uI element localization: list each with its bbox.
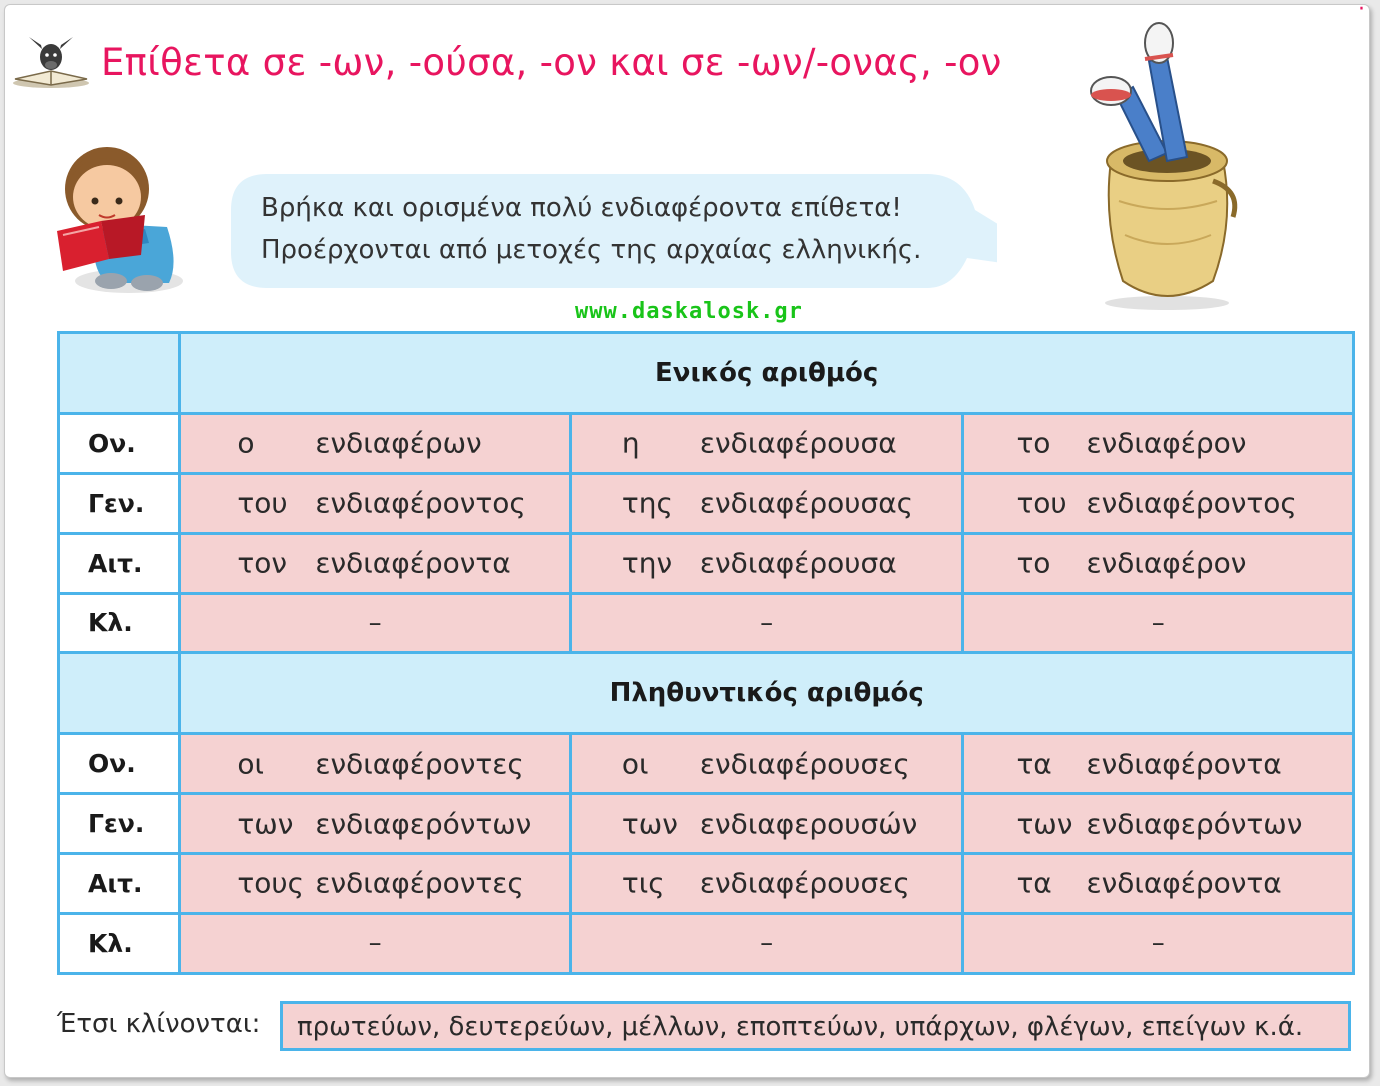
table-row (59, 913, 1354, 973)
adjective-form: ενδιαφέροντες (315, 866, 524, 900)
header-empty-cell (59, 333, 180, 414)
article: τις (621, 866, 665, 900)
adjective-form: ενδιαφέροντα (1086, 747, 1282, 781)
feminine-cell (570, 734, 963, 794)
speech-line-2: Προέρχονται από μετοχές της αρχαίας ελληνικής. (261, 235, 922, 265)
article: οι (237, 747, 264, 781)
neuter-cell (963, 473, 1354, 533)
article: τους (237, 866, 305, 900)
feminine-empty-dash: – (570, 913, 963, 973)
article: τα (1016, 866, 1052, 900)
adjective-form: ενδιαφέρων (315, 426, 482, 460)
case-label: Γεν. (59, 794, 180, 854)
case-label: Ον. (59, 734, 180, 794)
feminine-cell (570, 413, 963, 473)
article: της (621, 486, 673, 520)
donkey-reading-book-icon (11, 31, 91, 89)
neuter-empty-dash: – (963, 593, 1354, 653)
feminine-cell (570, 473, 963, 533)
article: τον (237, 546, 288, 580)
masculine-cell (180, 533, 571, 593)
legs-in-jar-illustration (1063, 21, 1263, 311)
table-row (59, 473, 1354, 533)
table-row (59, 593, 1354, 653)
boy-reading-illustration (49, 123, 189, 301)
adjective-form: ενδιαφέρουσα (699, 426, 897, 460)
article: τα (1016, 747, 1052, 781)
adjective-form: ενδιαφέροντες (315, 747, 524, 781)
adjective-form: ενδιαφερόντων (315, 807, 532, 841)
adjective-form: ενδιαφέρον (1086, 546, 1247, 580)
table-row (59, 794, 1354, 854)
adjective-form: ενδιαφέρουσα (699, 546, 897, 580)
neuter-empty-dash: – (963, 913, 1354, 973)
case-label: Αιτ. (59, 854, 180, 914)
worksheet-frame (4, 4, 1370, 1078)
table-row (59, 413, 1354, 473)
table-row (59, 854, 1354, 914)
speech-line-1: Βρήκα και ορισμένα πολύ ενδιαφέροντα επίθετα! (261, 193, 902, 223)
table-row (59, 533, 1354, 593)
website-watermark[interactable]: www.daskalosk.gr (575, 299, 803, 324)
adjective-form: ενδιαφερουσών (699, 807, 918, 841)
table-row (59, 734, 1354, 794)
article: των (1016, 807, 1073, 841)
declension-table (57, 331, 1355, 975)
article: την (621, 546, 673, 580)
neuter-cell (963, 533, 1354, 593)
article: οι (621, 747, 649, 781)
article: των (237, 807, 294, 841)
adjective-form: ενδιαφέρον (1086, 426, 1247, 460)
page-title: Επίθετα σε -ων, -ούσα, -ον και σε -ων/-ονας, -ον (101, 41, 1002, 84)
plural-header-row (59, 653, 1354, 734)
article: ο (237, 426, 255, 460)
masculine-empty-dash: – (180, 593, 571, 653)
masculine-cell (180, 854, 571, 914)
plural-heading: Πληθυντικός αριθμός (180, 653, 1354, 734)
case-label: Αιτ. (59, 533, 180, 593)
adjective-form: ενδιαφέροντα (315, 546, 511, 580)
corner-mark: · (1358, 4, 1365, 22)
feminine-cell (570, 533, 963, 593)
case-label: Ον. (59, 413, 180, 473)
adjective-form: ενδιαφέρουσες (699, 747, 910, 781)
adjective-form: ενδιαφέροντα (1086, 866, 1282, 900)
case-label: Κλ. (59, 593, 180, 653)
header-empty-cell (59, 653, 180, 734)
singular-heading: Ενικός αριθμός (180, 333, 1354, 414)
footer-examples: πρωτεύων, δευτερεύων, μέλλων, εποπτεύων, υπάρχων, φλέγων, επείγων κ.ά. (280, 1001, 1351, 1051)
masculine-cell (180, 473, 571, 533)
case-label: Κλ. (59, 913, 180, 973)
adjective-form: ενδιαφέρουσας (699, 486, 914, 520)
feminine-cell (570, 854, 963, 914)
article: του (1016, 486, 1067, 520)
neuter-cell (963, 854, 1354, 914)
masculine-cell (180, 794, 571, 854)
adjective-form: ενδιαφέροντος (315, 486, 526, 520)
article: το (1016, 426, 1051, 460)
masculine-empty-dash: – (180, 913, 571, 973)
masculine-cell (180, 734, 571, 794)
footer-label: Έτσι κλίνονται: (57, 1009, 261, 1039)
speech-text (261, 187, 921, 271)
adjective-form: ενδιαφερόντων (1086, 807, 1303, 841)
article: του (237, 486, 288, 520)
neuter-cell (963, 734, 1354, 794)
neuter-cell (963, 794, 1354, 854)
article: η (621, 426, 640, 460)
singular-header-row (59, 333, 1354, 414)
neuter-cell (963, 413, 1354, 473)
feminine-empty-dash: – (570, 593, 963, 653)
adjective-form: ενδιαφέροντος (1086, 486, 1297, 520)
adjective-form: ενδιαφέρουσες (699, 866, 910, 900)
feminine-cell (570, 794, 963, 854)
article: των (621, 807, 678, 841)
article: το (1016, 546, 1051, 580)
case-label: Γεν. (59, 473, 180, 533)
masculine-cell (180, 413, 571, 473)
